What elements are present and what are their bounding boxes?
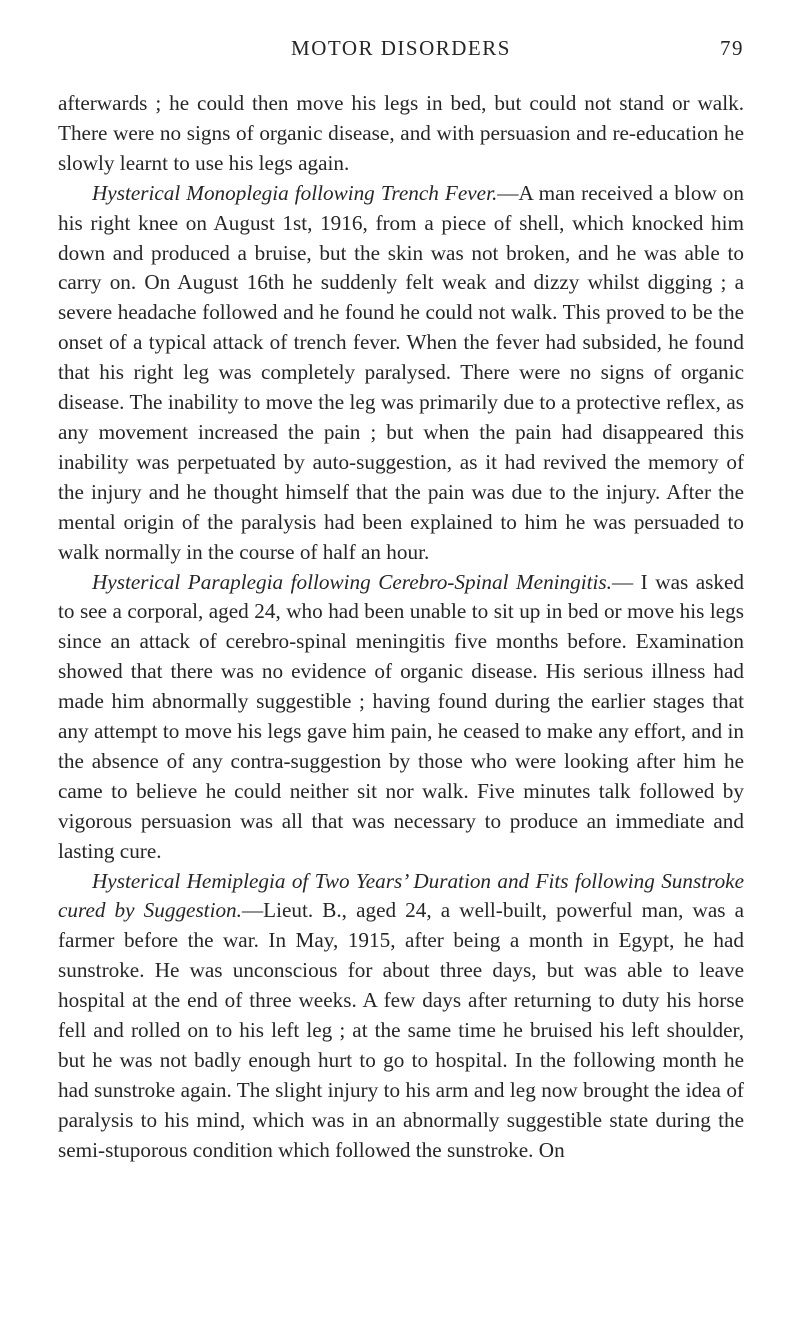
section-heading-monoplegia: Hysterical Monoplegia following Trench Fever. [92, 180, 498, 205]
paragraph-hemiplegia [58, 867, 744, 1166]
section-heading-paraplegia: Hysterical Paraplegia following Cerebro-Spinal Meningitis. [92, 569, 612, 594]
body-text [58, 89, 744, 1166]
paragraph-monoplegia [58, 179, 744, 568]
book-page [58, 32, 744, 1166]
paragraph-text: —Lieut. B., aged 24, a well-built, powerful man, was a farmer before the war. In May, 1915, after being a month in Egypt, he had sunstroke. He was unconscious for about three days, but was able to leave hospital at the end of three weeks. A few days after returning to duty his horse fell and rolled on to his left leg ; at the same time he bruised his left shoulder, but he was not badly enough hurt to go to hospital. In the following month he had sunstroke again. The slight injury to his arm and leg now brought the idea of paralysis to his mind, which was in an abnormally suggestible state during the semi-stuporous condition which followed the sunstroke. On [58, 898, 744, 1162]
paragraph-text: afterwards ; he could then move his legs in bed, but could not stand or walk. There were no signs of organic disease, and with persuasion and re-education he slowly learnt to use his legs again. [58, 91, 744, 175]
running-title: MOTOR DISORDERS [291, 36, 511, 60]
paragraph-paraplegia [58, 568, 744, 867]
running-head [58, 32, 744, 72]
paragraph-text: —A man received a blow on his right knee on August 1st, 1916, from a piece of shell, which knocked him down and produced a bruise, but the skin was not broken, and he was able to carry on. On August 16th he suddenly felt weak and dizzy whilst digging ; a severe headache followed and he found he could not walk. This proved to be the onset of a typical attack of trench fever. When the fever had subsided, he found that his right leg was completely paralysed. There were no signs of organic disease. The inability to move the leg was primarily due to a protective reflex, as any movement increased the pain ; but when the pain had disappeared this inability was perpetuated by auto-suggestion, as it had revived the memory of the injury and he thought himself that the pain was due to the injury. After the mental origin of the paralysis had been explained to him he was persuaded to walk normally in the course of half an hour. [58, 180, 744, 564]
paragraph-continuation [58, 89, 744, 179]
section-heading-hemiplegia: Hysterical Hemiplegia of Two Years’ Duration and Fits following Sunstroke cured by Suggestion. [58, 868, 744, 923]
paragraph-text: — I was asked to see a corporal, aged 24, who had been unable to sit up in bed or move his legs since an attack of cerebro-spinal meningitis five months before. Examination showed that there was no evidence of organic disease. His serious illness had made him abnormally suggestible ; having found during the earlier stages that any attempt to move his legs gave him pain, he ceased to make any effort, and in the absence of any contra-suggestion by those who were looking after him he came to believe he could neither sit nor walk. Five minutes talk followed by vigorous persuasion was all that was necessary to produce an immediate and lasting cure. [58, 569, 744, 863]
page-number: 79 [720, 36, 744, 60]
